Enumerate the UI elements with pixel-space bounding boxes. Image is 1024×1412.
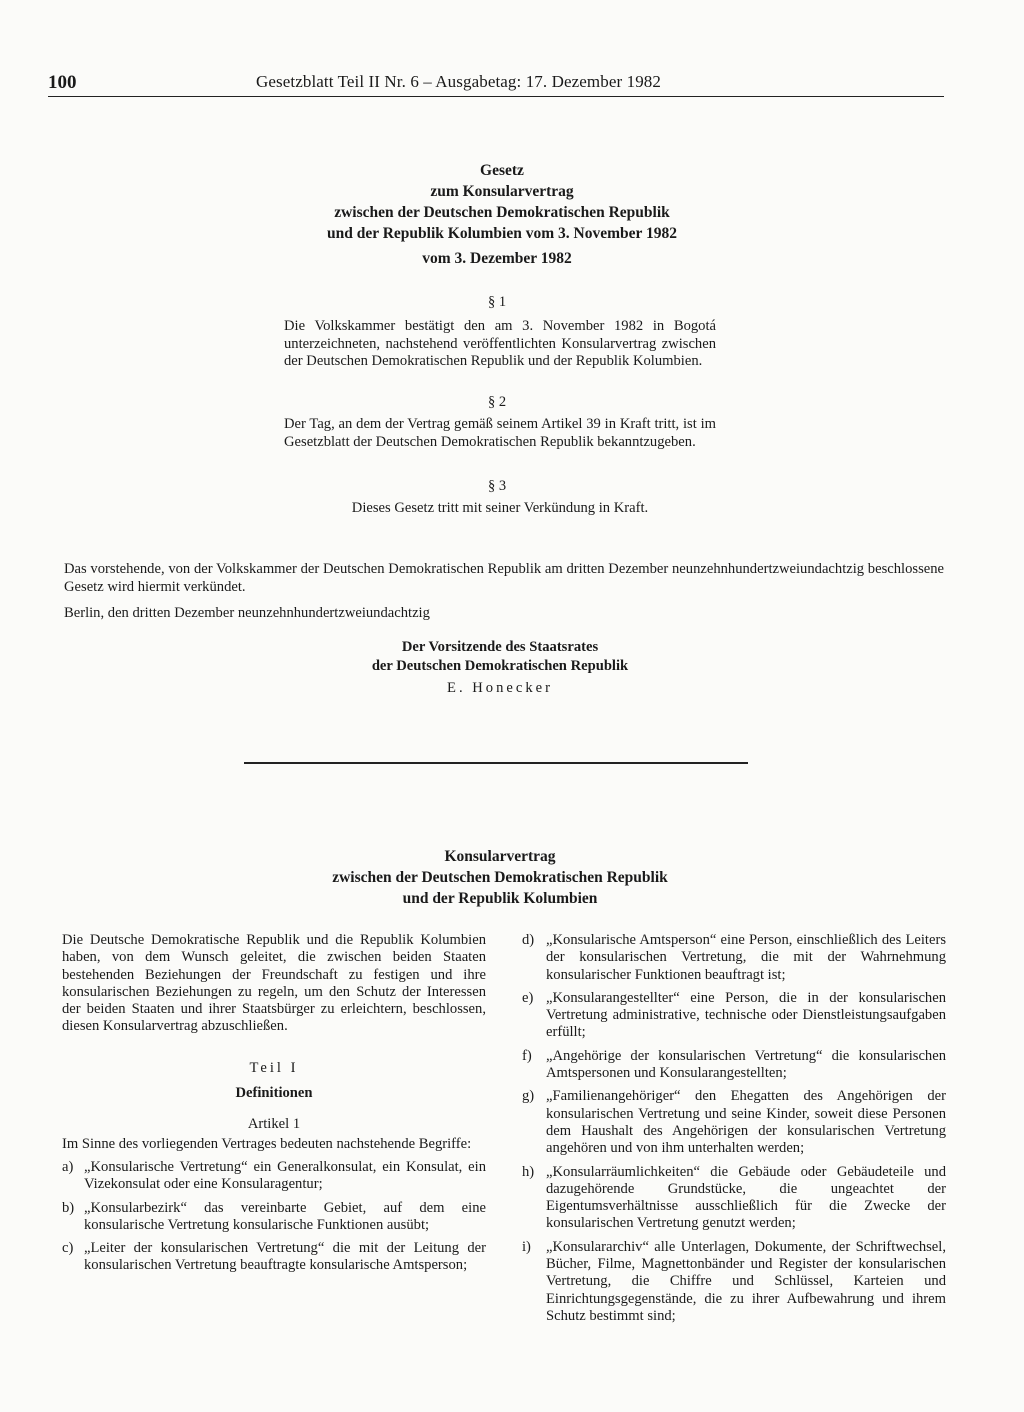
law-title [0, 160, 1004, 244]
definition-item [62, 1200, 486, 1235]
definition-label: b) [62, 1199, 75, 1216]
definition-label: i) [522, 1238, 531, 1255]
article-intro: Im Sinne des vorliegenden Vertrages bedeuten nachstehende Begriffe: [62, 1135, 472, 1152]
definition-text: „Konsularangestellter“ eine Person, die in der konsularischen Vertretung administrative, technische oder Dienstleistungsaufgaben erfüllt; [546, 989, 946, 1041]
section-label: § 3 [487, 478, 507, 494]
treaty-title [0, 846, 1000, 909]
definition-text: „Konsularische Vertretung“ ein Generalkonsulat, ein Konsulat, ein Vizekonsulat oder eine Konsularagentur; [84, 1158, 486, 1193]
definition-label: g) [522, 1088, 535, 1105]
definition-text: „Konsularische Amtsperson“ eine Person, einschließlich des Leiters der konsularischen Vertretung, die mit der Wahrnehmung konsularischer Funktionen beauftragt ist; [546, 932, 946, 983]
definition-label: d) [522, 932, 535, 948]
definition-item [522, 1164, 946, 1233]
definition-text: „Angehörige der konsularischen Vertretung“ die konsularischen Amtspersonen und Konsularangestellten; [546, 1047, 946, 1082]
definition-item [522, 932, 946, 984]
section-label: § 1 [487, 294, 507, 310]
definition-text: „Konsularräumlichkeiten“ die Gebäude oder Gebäudeteile und dazugehörende Grundstücke, die ungeachtet der Eigentumsverhältnisse ausschließlich für die Zwecke der konsularischen Vertretung genutzt werden; [546, 1163, 946, 1232]
treaty-title-line: zwischen der Deutschen Demokratischen Republik [332, 869, 668, 886]
definition-label: a) [62, 1158, 74, 1175]
definition-text: „Leiter der konsularischen Vertretung“ die mit der Leitung der konsularischen Vertretung beauftragte konsularische Amtsperson; [84, 1240, 486, 1274]
definition-label: h) [522, 1163, 535, 1180]
section-text: Die Volkskammer bestätigt den am 3. November 1982 in Bogotá unterzeichneten, nachstehend veröffentlichten Konsularvertrag zwischen der Deutschen Demokratischen Republik und der Republik Kolumbien. [284, 318, 716, 369]
law-title-line: zum Konsularvertrag [430, 183, 574, 200]
treaty-title-line: Konsularvertrag [444, 848, 556, 865]
definition-label: e) [522, 989, 534, 1006]
promulgation-text: Das vorstehende, von der Volkskammer der Deutschen Demokratischen Republik am dritten Dezember neunzehnhundertzweiundachtzig beschlossene Gesetz wird hiermit verkündet. [64, 561, 944, 595]
part-label: Teil I [249, 1059, 299, 1076]
definition-item [522, 990, 946, 1042]
page-number: 100 [48, 72, 77, 93]
right-column [522, 932, 946, 1331]
definition-item [522, 1088, 946, 1157]
running-title: Gesetzblatt Teil II Nr. 6 – Ausgabetag: 17. Dezember 1982 [256, 72, 662, 91]
place-date: Berlin, den dritten Dezember neunzehnhundertzweiundachtzig [64, 605, 430, 621]
definition-item [522, 1048, 946, 1083]
definition-item [522, 1239, 946, 1325]
law-title-line: und der Republik Kolumbien vom 3. November 1982 [327, 225, 677, 242]
signatory-title [0, 638, 1000, 676]
definition-item [62, 1159, 486, 1194]
left-column [62, 932, 486, 1281]
signatory-title-line: der Deutschen Demokratischen Republik [371, 658, 629, 674]
section-text: Der Tag, an dem der Vertrag gemäß seinem Artikel 39 in Kraft tritt, ist im Gesetzblatt der Deutschen Demokratischen Republik bekanntzugeben. [284, 416, 716, 450]
definition-label: c) [62, 1240, 74, 1257]
signatory-name: E. Honecker [447, 680, 553, 696]
definition-text: „Familienangehöriger“ den Ehegatten des Angehörigen der konsularischen Vertretung und seine Kinder, soweit diese Personen dem Haushalt des Angehörigen der konsularischen Vertretung angehören und von ihm unterhalten werden; [546, 1088, 946, 1157]
section-label: § 2 [487, 394, 507, 410]
section-text: Dieses Gesetz tritt mit seiner Verkündung in Kraft. [351, 500, 649, 516]
treaty-preamble: Die Deutsche Demokratische Republik und die Republik Kolumbien haben, von dem Wunsch geleitet, die zwischen beiden Staaten bestehenden Beziehungen der Freundschaft zu festigen und ihre konsularischen Beziehungen zu regeln, um den Schutz der Interessen der beiden Staaten und ihrer Staatsbürger zu erleichtern, beschlossen, diesen Konsularvertrag abzuschließen. [62, 932, 486, 1035]
definition-text: „Konsulararchiv“ alle Unterlagen, Dokumente, der Schriftwechsel, Bücher, Filme, Magnettonbänder und Register der konsularischen Vertretung, die Chiffre und Schlüssel, Karteien und Einrichtungsgegenstände, die zu ihrer Aufbewahrung und ihrem Schutz bestimmt sind; [546, 1238, 946, 1324]
signatory-title-line: Der Vorsitzende des Staatsrates [401, 639, 599, 655]
section-divider [244, 762, 748, 764]
definition-label: f) [522, 1047, 532, 1064]
definition-item [62, 1240, 486, 1275]
article-label: Artikel 1 [247, 1116, 301, 1133]
part-title: Definitionen [235, 1085, 313, 1102]
running-header [48, 70, 944, 97]
definition-text: „Konsularbezirk“ das vereinbarte Gebiet, auf dem eine konsularische Vertretung konsularische Funktionen ausübt; [84, 1199, 486, 1233]
law-title-line: Gesetz [480, 162, 524, 179]
treaty-title-line: und der Republik Kolumbien [402, 890, 598, 907]
law-date: vom 3. Dezember 1982 [422, 250, 572, 267]
law-title-line: zwischen der Deutschen Demokratischen Republik [334, 204, 670, 221]
